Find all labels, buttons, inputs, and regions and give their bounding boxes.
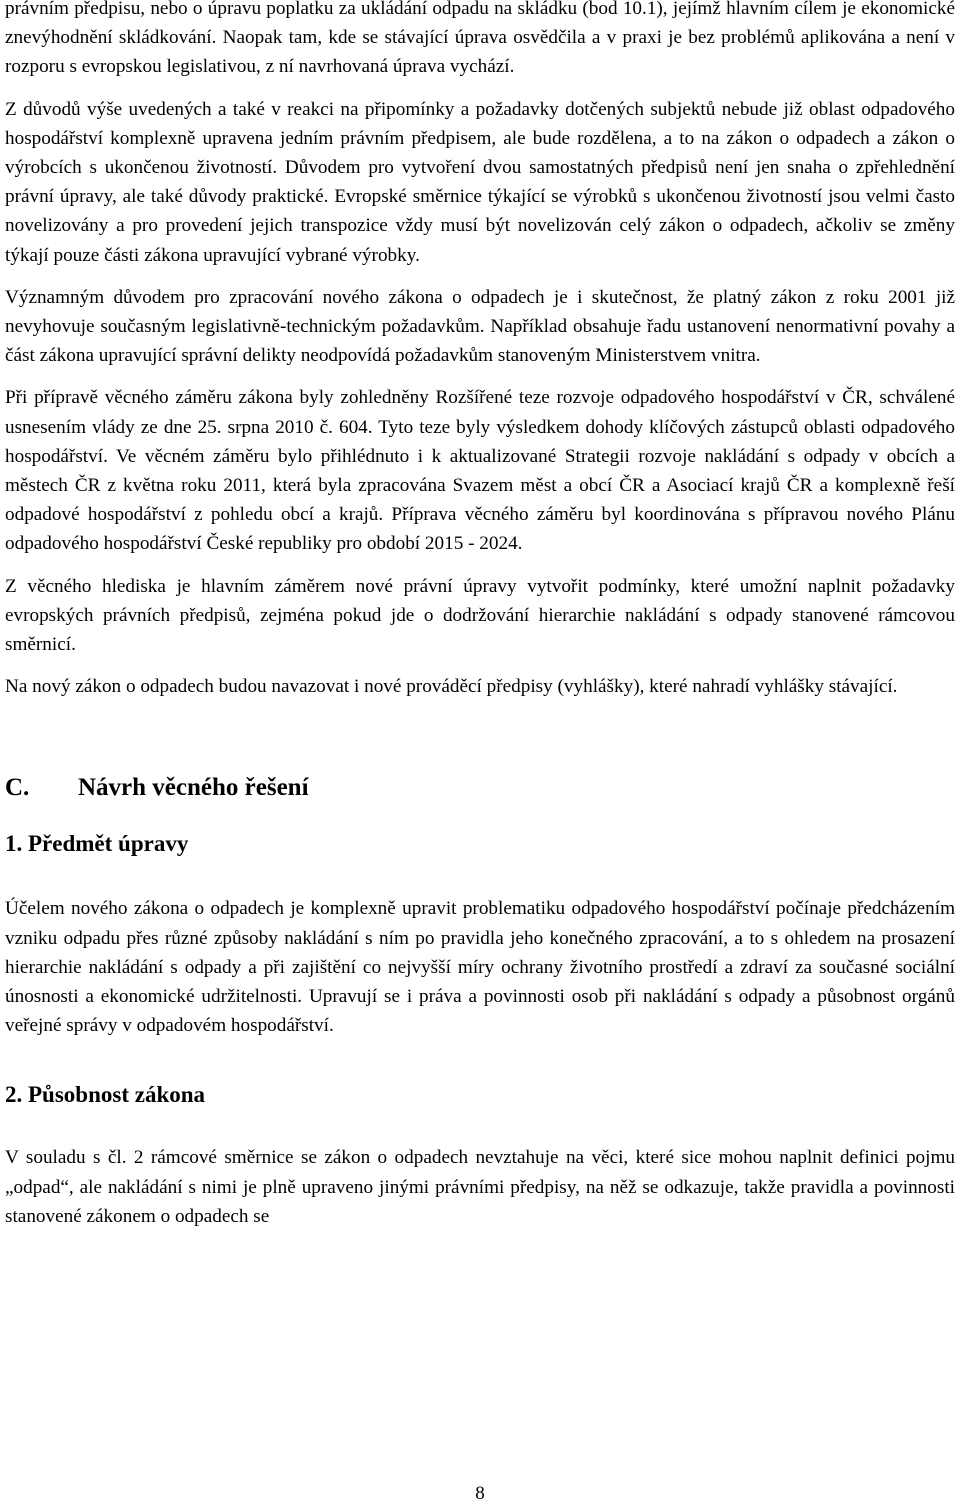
- section-heading: [5, 771, 955, 805]
- page-number: 8: [475, 1483, 485, 1504]
- paragraph-intro-continuation: právním předpisu, nebo o úpravu poplatku za ukládání odpadu na skládku (bod 10.1), jejímž hlavním cílem je ekonomické znevýhodnění skládkování. Naopak tam, kde se stávající úprava osvědčila a v praxi je bez problémů aplikována a není v rozporu s evropskou legislativou, z ní navrhovaná úprava vychází.: [5, 0, 955, 78]
- paragraph-reasons: Z důvodů výše uvedených a také v reakci na připomínky a požadavky dotčených subjektů nebude již oblast odpadového hospodářství komplexně upravena jedním právním předpisem, ale bude rozdělena, a to na zákon o odpadech a zákon o výrobcích s ukončenou životností. Důvodem pro vytvoření dvou samostatných předpisů není jen snaha o zpřehlednění právní úpravy, ale také důvody praktické. Evropské směrnice týkající se výrobků s ukončenou životností jsou velmi často novelizovány a pro provedení jejich transpozice vždy musí být novelizován celý zákon o odpadech, ačkoliv se změny týkají pouze části zákona upravující vybrané výrobky.: [5, 98, 955, 266]
- paragraph-significant-reason: Významným důvodem pro zpracování nového zákona o odpadech je i skutečnost, že platný zákon z roku 2001 již nevyhovuje současným legislativně-technickým požadavkům. Například obsahuje řadu ustanovení nenormativní povahy a část zákona upravující správní delikty neodpovídá požadavkům stanoveným Ministerstvem vnitra.: [5, 286, 955, 367]
- subsection-heading-scope: 2. Působnost zákona: [5, 1082, 206, 1108]
- section-title: Návrh věcného řešení: [78, 774, 309, 802]
- paragraph-main-intent: Z věcného hlediska je hlavním záměrem nové právní úpravy vytvořit podmínky, které umožní naplnit požadavky evropských právních předpisů, zejména pokud jde o dodržování hierarchie nakládání s odpady stanovené rámcovou směrnicí.: [5, 575, 955, 656]
- paragraph-subject: Účelem nového zákona o odpadech je komplexně upravit problematiku odpadového hospodářství počínaje předcházením vzniku odpadu přes různé způsoby nakládání s ním po pravidla jeho konečného zpracování, a to s ohledem na prosazení hierarchie nakládání s odpady a při zajištění co nejvyšší míry ochrany životního prostředí a zdraví za současné sociální únosnosti a ekonomické udržitelnosti. Upravují se i práva a povinnosti osob při nakládání s odpady a působnost orgánů veřejné správy v odpadovém hospodářství.: [5, 898, 955, 1037]
- paragraph-scope: V souladu s čl. 2 rámcové směrnice se zákon o odpadech nevztahuje na věci, které sice mohou naplnit definici pojmu „odpad“, ale nakládání s nimi je plně upraveno jinými právními předpisy, na něž se odkazuje, takže pravidla a povinnosti stanovené zákonem o odpadech se: [5, 1147, 955, 1227]
- document-page: [5, 0, 955, 1244]
- paragraph-implementing-regulations: Na nový zákon o odpadech budou navazovat i nové prováděcí předpisy (vyhlášky), které nahradí vyhlášky stávající.: [5, 676, 898, 698]
- section-number: C.: [5, 774, 30, 802]
- subsection-heading-subject: 1. Předmět úpravy: [5, 831, 189, 857]
- paragraph-preparation: Při přípravě věcného záměru zákona byly zohledněny Rozšířené teze rozvoje odpadového hospodářství v ČR, schválené usnesením vlády ze dne 25. srpna 2010 č. 604. Tyto teze byly výsledkem dohody klíčových zástupců oblasti odpadového hospodářství. Ve věcném záměru bylo přihlédnuto i k aktualizované Strategii rozvoje nakládání s odpady v obcích a městech ČR z května roku 2011, která byla zpracována Svazem měst a obcí ČR a Asociací krajů ČR a komplexně řeší odpadové hospodářství z pohledu obcí a krajů. Příprava věcného záměru byl koordinována s přípravou nového Plánu odpadového hospodářství České republiky pro období 2015 - 2024.: [5, 387, 955, 555]
